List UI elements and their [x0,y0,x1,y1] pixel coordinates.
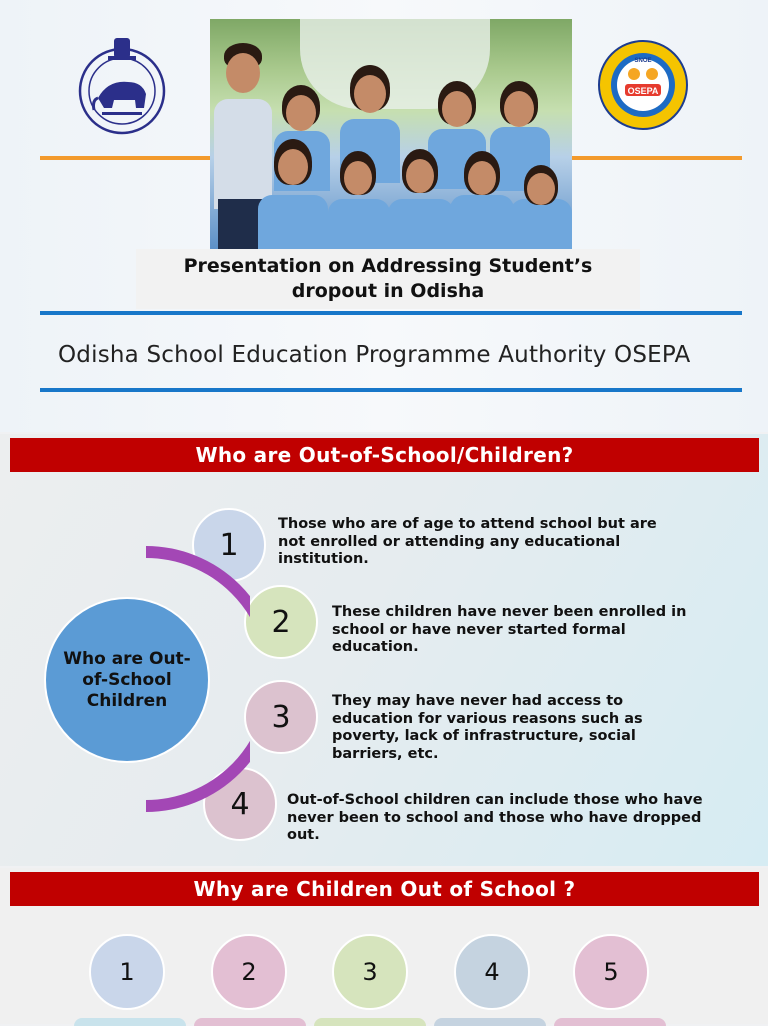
point-4-text: Out-of-School children can include those who have never been to school and those who have dropped out. [287,792,703,843]
odisha-government-emblem [78,36,166,136]
slide2-heading: Who are Out-of-School/Children? [10,438,759,472]
reason-2-circle: 2 [211,934,287,1010]
connector-arc [110,540,250,820]
point-3-circle: 3 [244,680,318,754]
presentation-title-box [136,249,640,309]
osepa-logo [598,40,688,130]
reason-1-box [74,1018,186,1026]
point-1-circle: 1 [192,508,266,582]
title-slide [0,0,768,432]
slide3-heading: Why are Children Out of School ? [10,872,759,906]
reason-5-circle: 5 [573,934,649,1010]
reason-5-box [554,1018,666,1026]
point-2-text: These children have never been enrolled in school or have never started formal education. [332,604,687,655]
blue-divider-top [40,311,742,315]
point-2-circle: 2 [244,585,318,659]
reason-4-box [434,1018,546,1026]
reason-1-circle: 1 [89,934,165,1010]
reason-3-circle: 3 [332,934,408,1010]
point-3-text: They may have never had access to education for various reasons such as poverty, lack of infrastructure, social barriers, etc. [332,693,643,762]
reason-4-circle: 4 [454,934,530,1010]
reason-2-box [194,1018,306,1026]
presentation-title: Presentation on Addressing Student’s dropout in Odisha [183,255,593,302]
reason-3-box [314,1018,426,1026]
center-topic-label: Who are Out-of-School Children [63,648,191,711]
point-4-circle: 4 [203,767,277,841]
orange-divider-left [40,156,210,160]
orange-divider-right [572,156,742,160]
svg-text:SNOE: SNOE [634,58,652,64]
organization-name: Odisha School Education Programme Authority OSEPA [58,342,691,368]
svg-text:OSEPA: OSEPA [627,86,659,96]
blue-divider-bottom [40,388,742,392]
students-group-photo [210,19,572,249]
point-1-text: Those who are of age to attend school but are not enrolled or attending any educational institution. [278,516,657,567]
